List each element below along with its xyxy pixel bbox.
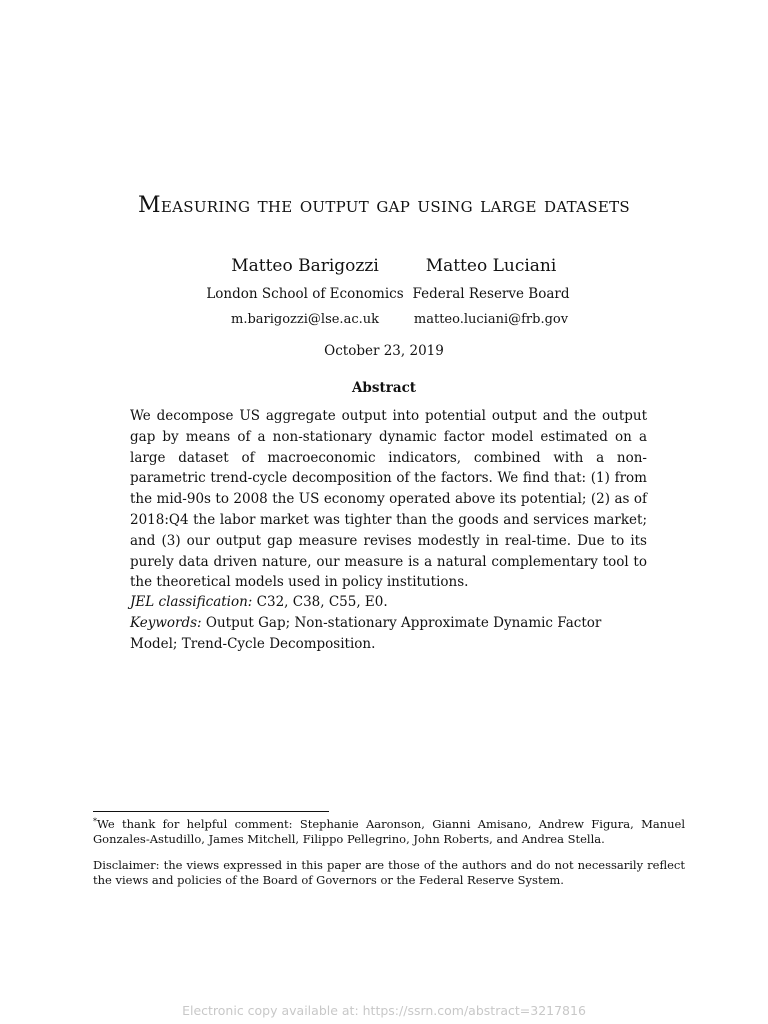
footnote-marker: * xyxy=(93,817,97,826)
footnote-divider xyxy=(93,811,329,812)
abstract-text: We decompose US aggregate output into potential output and the output gap by means of a non-stationary dynamic factor model estimated on a large dataset of macroeconomic indicators, combined with a non-parametric trend-cycle decomposition of the factors. We find that: (1) from the mid-90s to 2008 the US economy operated above its potential; (2) as of 2018:Q4 the labor market was tighter than the goods and services market; and (3) our output gap measure revises modestly in real-time. Due to its purely data driven nature, our measure is a natural complementary tool to the theoretical models used in policy institutions. xyxy=(130,408,647,591)
footnote-thanks xyxy=(93,814,685,847)
jel-value: C32, C38, C55, E0. xyxy=(252,594,388,610)
keywords xyxy=(130,613,647,655)
author-email[interactable]: m.barigozzi@lse.ac.uk xyxy=(231,312,379,327)
author-email[interactable]: matteo.luciani@frb.gov xyxy=(413,312,569,327)
paper-date: October 23, 2019 xyxy=(324,343,444,359)
jel-label: JEL classification: xyxy=(130,594,253,610)
author-affiliation: Federal Reserve Board xyxy=(412,286,570,302)
author-block-2 xyxy=(396,256,586,327)
keywords-value: Output Gap; Non-stationary Approximate Dynamic Factor Model; Trend-Cycle Decomposition. xyxy=(130,615,602,652)
paper-title: Measuring the output gap using large datasets xyxy=(138,193,630,218)
ssrn-watermark[interactable]: Electronic copy available at: https://ssrn.com/abstract=3217816 xyxy=(182,1003,586,1018)
jel-classification xyxy=(130,592,647,613)
abstract-heading: Abstract xyxy=(351,380,417,396)
footnote-disclaimer: Disclaimer: the views expressed in this paper are those of the authors and do not necessarily reflect the views and policies of the Board of Governors or the Federal Reserve System. xyxy=(93,858,685,887)
footnote-thanks-text: We thank for helpful comment: Stephanie Aaronson, Gianni Amisano, Andrew Figura, Manuel Gonzales-Astudillo, James Mitchell, Filippo Pellegrino, John Roberts, and Andrea Stella. xyxy=(93,817,685,846)
author-block-1 xyxy=(205,256,405,327)
author-name: Matteo Luciani xyxy=(425,256,557,276)
keywords-label: Keywords: xyxy=(130,615,202,631)
author-affiliation: London School of Economics xyxy=(206,286,404,302)
author-name: Matteo Barigozzi xyxy=(231,256,379,276)
